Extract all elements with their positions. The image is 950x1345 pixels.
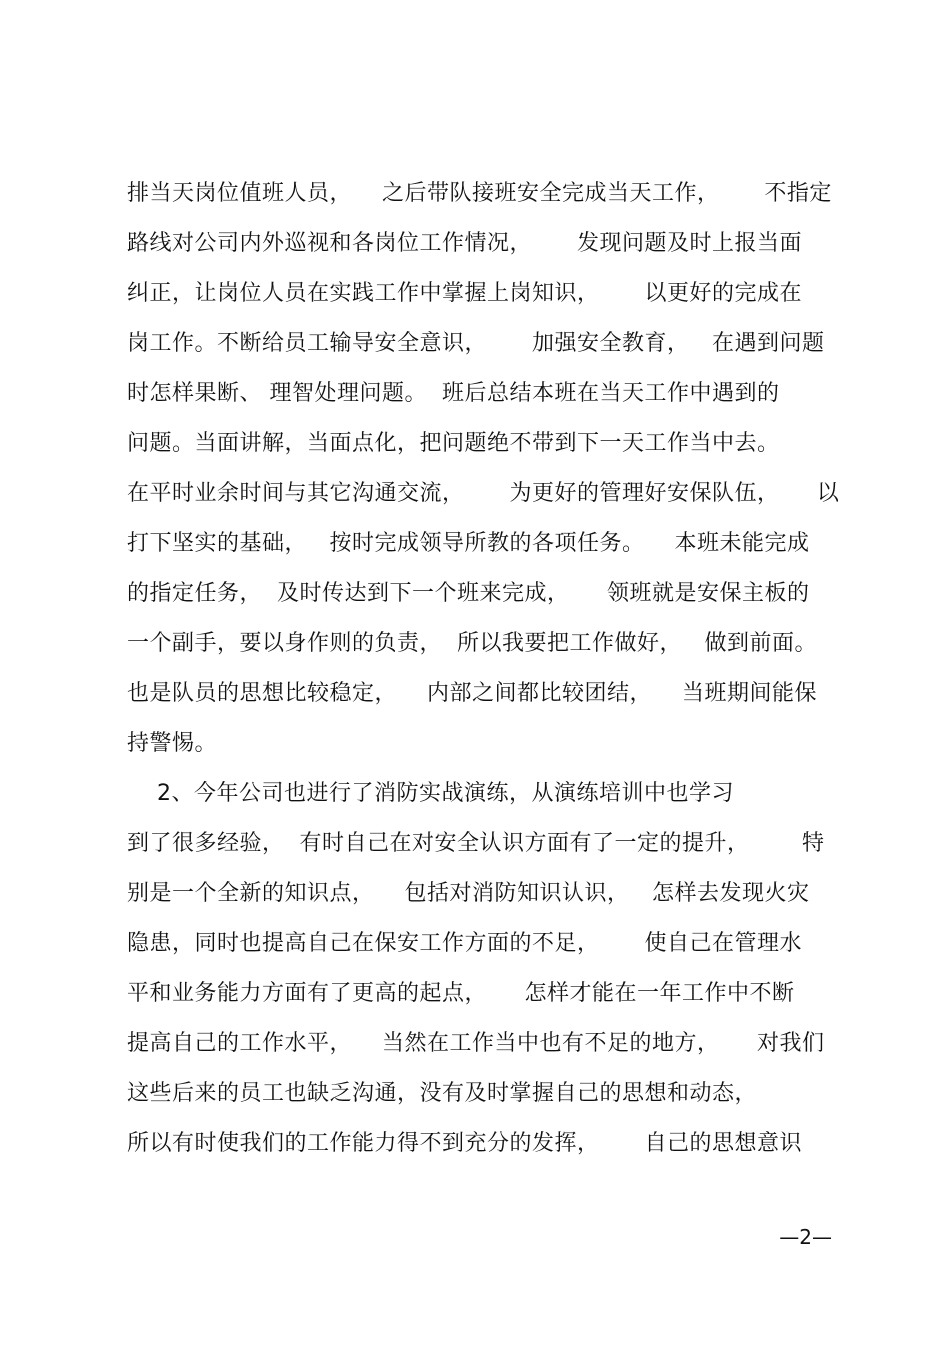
text-line: 路线对公司内外巡视和各岗位工作情况， 发现问题及时上报当面 bbox=[127, 231, 802, 256]
text-line: 也是队员的思想比较稳定， 内部之间都比较团结， 当班期间能保 bbox=[127, 681, 817, 706]
text-line: 排当天岗位值班人员， 之后带队接班安全完成当天工作， 不指定 bbox=[127, 181, 832, 206]
text-line: 提高自己的工作水平， 当然在工作当中也有不足的地方， 对我们 bbox=[127, 1031, 825, 1056]
text-line: 所以有时使我们的工作能力得不到充分的发挥， 自己的思想意识 bbox=[127, 1131, 802, 1156]
text-line: 打下坚实的基础， 按时完成领导所教的各项任务。 本班未能完成 bbox=[127, 531, 810, 556]
text-line: 问题。当面讲解，当面点化，把问题绝不带到下一天工作当中去。 bbox=[127, 431, 780, 456]
text-line: 隐患，同时也提高自己在保安工作方面的不足， 使自己在管理水 bbox=[127, 931, 802, 956]
text-line: 纠正，让岗位人员在实践工作中掌握上岗知识， 以更好的完成在 bbox=[127, 281, 802, 306]
text-line: 平和业务能力方面有了更高的起点， 怎样才能在一年工作中不断 bbox=[127, 981, 795, 1006]
text-line: 持警惕。 bbox=[127, 731, 218, 756]
text-line: 一个副手，要以身作则的负责， 所以我要把工作做好， 做到前面。 bbox=[127, 631, 817, 656]
text-line: 在平时业余时间与其它沟通交流， 为更好的管理好安保队伍， 以 bbox=[127, 481, 840, 506]
text-line: 时怎样果断、 理智处理问题。 班后总结本班在当天工作中遇到的 bbox=[127, 381, 780, 406]
text-line: 这些后来的员工也缺乏沟通，没有及时掌握自己的思想和动态， bbox=[127, 1081, 758, 1106]
text-line: 岗工作。不断给员工输导安全意识， 加强安全教育， 在遇到问题 bbox=[127, 331, 825, 356]
page-number: —2— bbox=[779, 1225, 832, 1249]
text-line: 2、今年公司也进行了消防实战演练，从演练培训中也学习 bbox=[127, 781, 734, 806]
text-line: 到了很多经验， 有时自己在对安全认识方面有了一定的提升， 特 bbox=[127, 831, 825, 856]
text-line: 的指定任务， 及时传达到下一个班来完成， 领班就是安保主板的 bbox=[127, 581, 810, 606]
text-line: 别是一个全新的知识点， 包括对消防知识认识， 怎样去发现火灾 bbox=[127, 881, 810, 906]
